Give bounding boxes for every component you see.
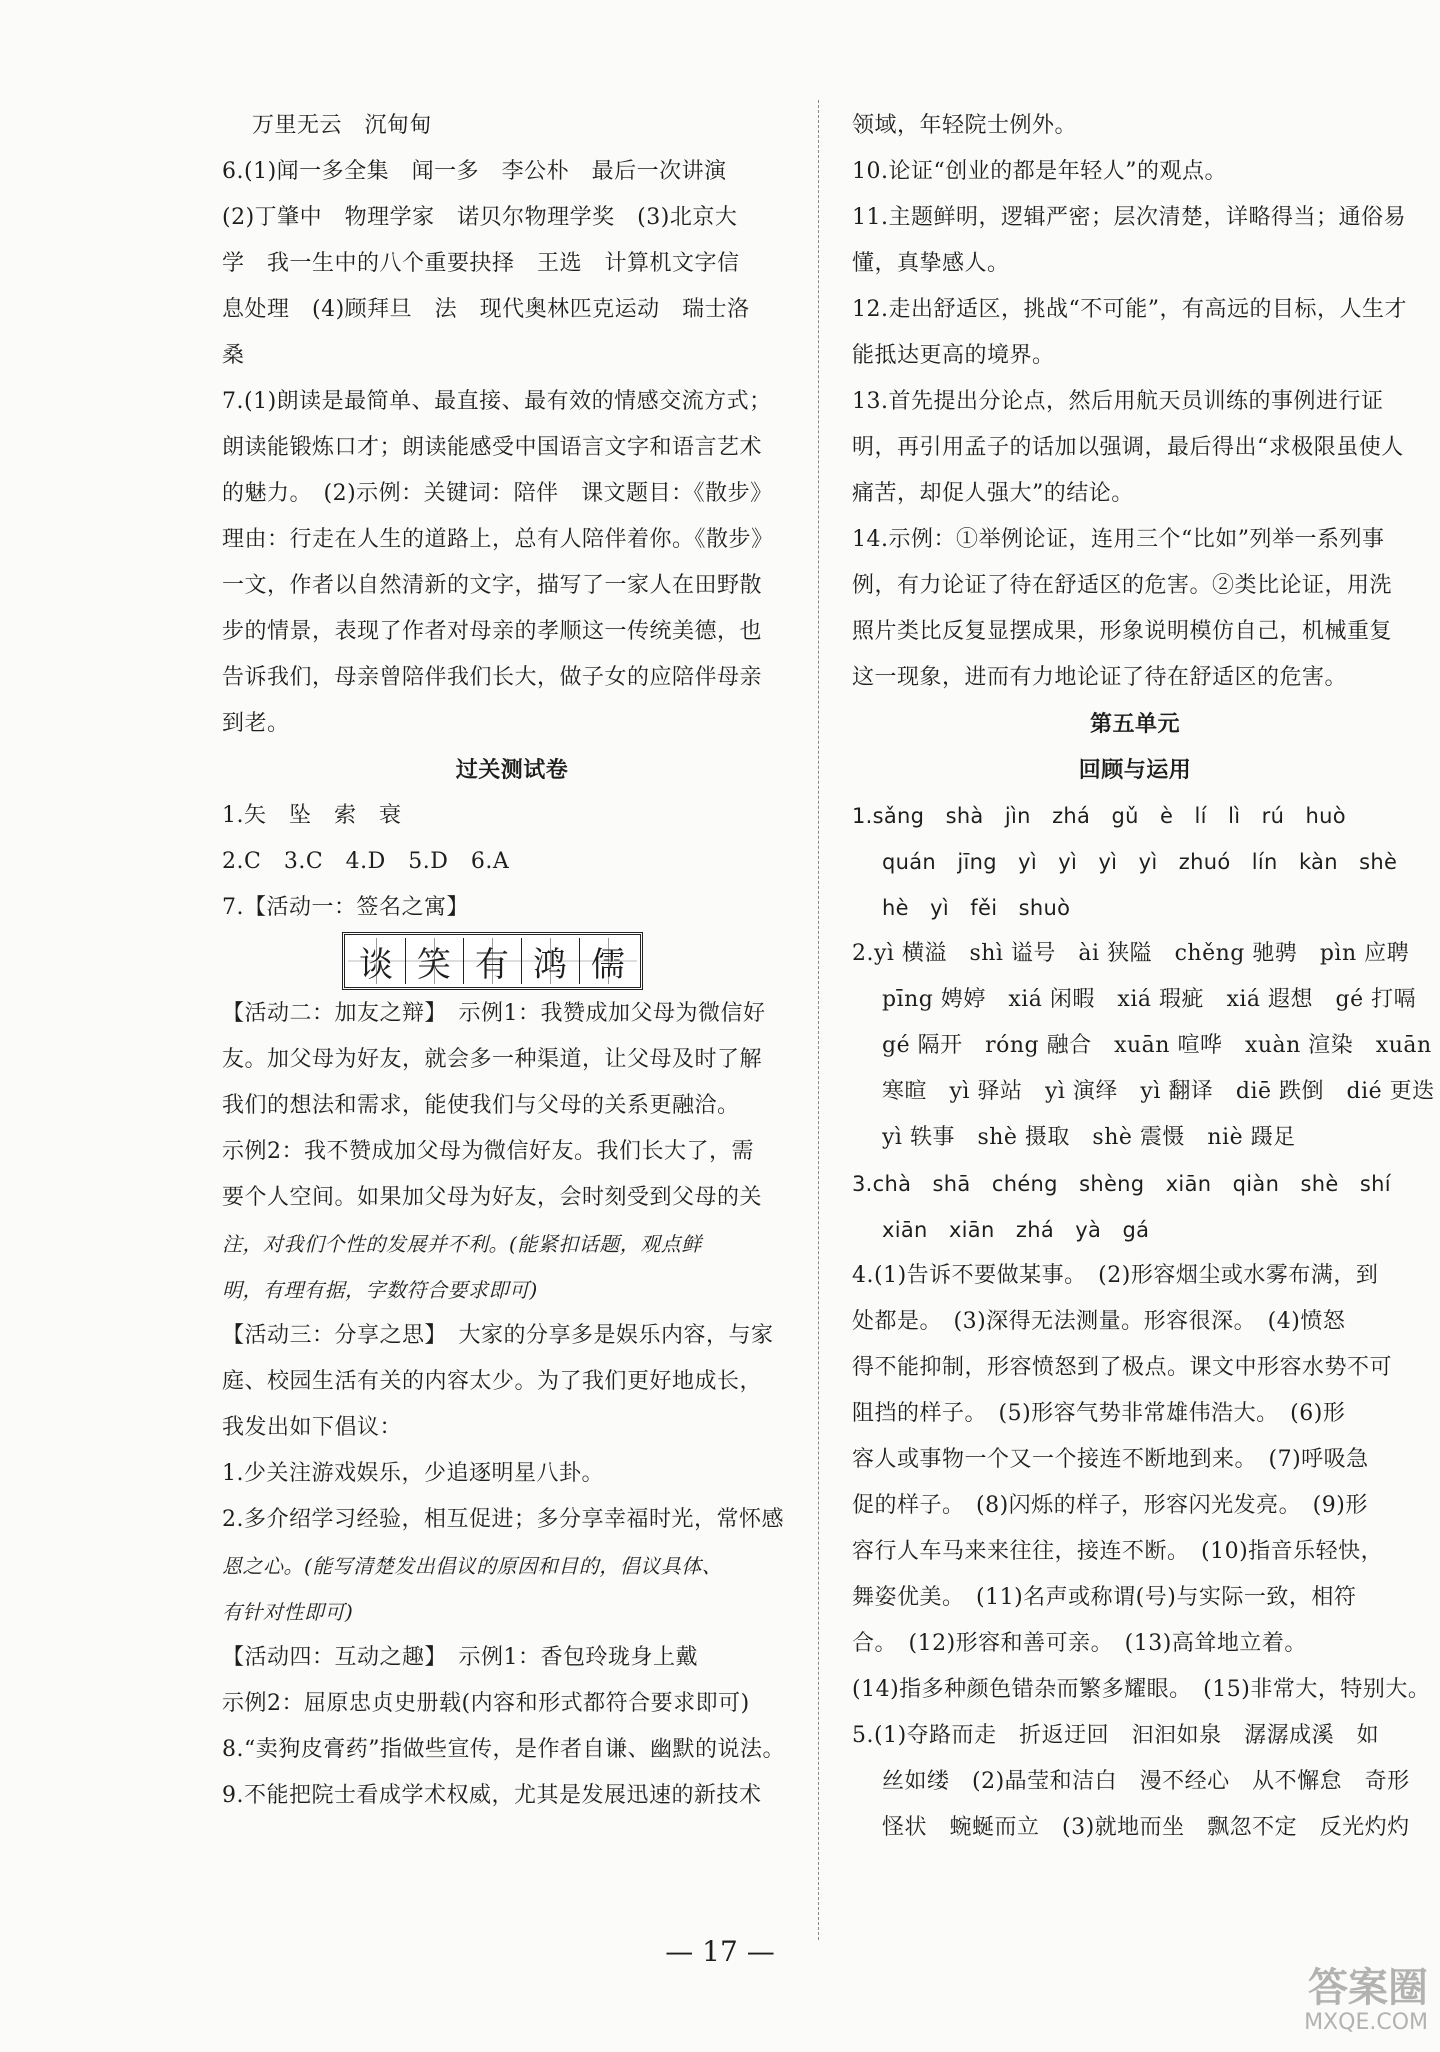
text-line: pīng 娉婷 xiá 闲暇 xiá 瑕疵 xiá 遐想 gé 打嗝	[882, 987, 1417, 1012]
text-line: 舞姿优美。 (11)名声或称谓(号)与实际一致，相符	[852, 1585, 1357, 1610]
text-line: 注，对我们个性的发展并不利。(能紧扣话题，观点鲜	[222, 1232, 702, 1256]
watermark-url: MXQE.COM	[1304, 2010, 1428, 2035]
text-line: 阻挡的样子。 (5)形容气势非常雄伟浩大。 (6)形	[852, 1401, 1346, 1426]
stamp-char: 笑	[406, 938, 464, 984]
text-line: 9.不能把院士看成学术权威，尤其是发展迅速的新技术	[222, 1783, 762, 1808]
text-line: 能抵达更高的境界。	[852, 343, 1055, 368]
signature-stamp-row	[222, 931, 802, 991]
text-line: 友。加父母为好友，就会多一种渠道，让父母及时了解	[222, 1047, 763, 1072]
watermark-logo-text: 答案圈	[1308, 1965, 1428, 2011]
text-line: 2.多介绍学习经验，相互促进；多分享幸福时光，常怀感	[222, 1507, 784, 1532]
text-line: 处都是。 (3)深得无法测量。形容很深。 (4)愤怒	[852, 1309, 1346, 1334]
text-line: 明，有理有据，字数符合要求即可)	[222, 1278, 538, 1302]
text-line: 例，有力论证了待在舒适区的危害。②类比论证，用洗	[852, 573, 1393, 598]
text-line: 合。 (12)形容和善可亲。 (13)高耸地立着。	[852, 1631, 1307, 1656]
text-line: 【活动三：分享之思】 大家的分享多是娱乐内容，与家	[222, 1323, 774, 1348]
text-line: 庭、校园生活有关的内容太少。为了我们更好地成长，	[222, 1369, 763, 1394]
text-line: 的魅力。 (2)示例：关键词：陪伴 课文题目：《散步》	[222, 481, 773, 506]
right-column	[852, 103, 1435, 1851]
text-line: 告诉我们，母亲曾陪伴我们长大，做子女的应陪伴母亲	[222, 665, 763, 690]
text-line: 10.论证“创业的都是年轻人”的观点。	[852, 159, 1227, 184]
text-line: 12.走出舒适区，挑战“不可能”，有高远的目标，人生才	[852, 297, 1407, 322]
text-line: 得不能抑制，形容愤怒到了极点。课文中形容水势不可	[852, 1355, 1393, 1380]
text-line: 容人或事物一个又一个接连不断地到来。 (7)呼吸急	[852, 1447, 1369, 1472]
text-line: 6.(1)闻一多全集 闻一多 李公朴 最后一次讲演	[222, 159, 727, 184]
text-line: 7.【活动一：签名之寓】	[222, 895, 469, 920]
text-line: 理由：行走在人生的道路上，总有人陪伴着你。《散步》	[222, 527, 774, 552]
text-line: 寒暄 yì 驿站 yì 演绎 yì 翻译 diē 跌倒 dié 更迭	[882, 1079, 1435, 1104]
text-line: 13.首先提出分论点，然后用航天员训练的事例进行证	[852, 389, 1384, 414]
text-line: 朗读能锻炼口才；朗读能感受中国语言文字和语言艺术	[222, 435, 763, 460]
site-watermark	[1238, 1966, 1428, 2046]
section-heading: 回顾与运用	[1078, 757, 1192, 783]
text-line: 丝如缕 (2)晶莹和洁白 漫不经心 从不懈怠 奇形	[882, 1769, 1410, 1794]
text-line: 14.示例：①举例论证，连用三个“比如”列举一系列事	[852, 527, 1385, 552]
text-line: 领域，年轻院士例外。	[852, 113, 1078, 138]
column-divider	[818, 100, 819, 1940]
text-line: 学 我一生中的八个重要抉择 王选 计算机文字信	[222, 251, 740, 276]
text-line: 痛苦，却促人强大”的结论。	[852, 481, 1134, 506]
stamp-char: 鸿	[522, 938, 580, 984]
section-heading: 过关测试卷	[455, 757, 569, 783]
text-line: hè yì fěi shuò	[882, 896, 1071, 920]
page-number: — 17 —	[665, 1935, 775, 1968]
text-line: 示例2：我不赞成加父母为微信好友。我们长大了，需	[222, 1139, 754, 1164]
text-line: 【活动二：加友之辩】 示例1：我赞成加父母为微信好	[222, 1001, 766, 1026]
text-line: quán jīng yì yì yì yì zhuó lín kàn shè	[882, 850, 1398, 874]
text-line: 这一现象，进而有力地论证了待在舒适区的危害。	[852, 665, 1348, 690]
text-line: 明，再引用孟子的话加以强调，最后得出“求极限虽使人	[852, 435, 1404, 460]
text-line: 万里无云 沉甸甸	[252, 113, 433, 138]
text-line: yì 轶事 shè 摄取 shè 震慑 niè 蹑足	[882, 1125, 1296, 1150]
text-line: 1.sǎng shà jìn zhá gǔ è lí lì rú huò	[852, 804, 1346, 828]
text-line: 示例2：屈原忠贞史册载(内容和形式都符合要求即可)	[222, 1691, 750, 1716]
text-line: 桑	[222, 343, 245, 368]
text-line: 怪状 蜿蜒而立 (3)就地而坐 飘忽不定 反光灼灼	[882, 1815, 1410, 1840]
text-line: 7.(1)朗读是最简单、最直接、最有效的情感交流方式；	[222, 389, 772, 414]
signature-stamp	[342, 932, 643, 990]
text-line: 到老。	[222, 711, 290, 736]
text-line: 1.少关注游戏娱乐，少追逐明星八卦。	[222, 1461, 604, 1486]
text-line: 息处理 (4)顾拜旦 法 现代奥林匹克运动 瑞士洛	[222, 297, 750, 322]
text-line: (2)丁肇中 物理学家 诺贝尔物理学奖 (3)北京大	[222, 205, 738, 230]
text-line: 8.“卖狗皮膏药”指做些宣传，是作者自谦、幽默的说法。	[222, 1737, 785, 1762]
text-line: 4.(1)告诉不要做某事。 (2)形容烟尘或水雾布满，到	[852, 1263, 1379, 1288]
section-heading: 第五单元	[1089, 711, 1180, 737]
left-column	[222, 103, 802, 1819]
text-line: 有针对性即可)	[222, 1600, 354, 1624]
text-line: 照片类比反复显摆成果，形象说明模仿自己，机械重复	[852, 619, 1393, 644]
text-line: 11.主题鲜明，逻辑严密；层次清楚，详略得当；通俗易	[852, 205, 1406, 230]
text-line: 5.(1)夺路而走 折返迂回 汩汩如泉 潺潺成溪 如	[852, 1723, 1380, 1748]
text-line: 2.yì 横溢 shì 谥号 ài 狭隘 chěng 驰骋 pìn 应聘	[852, 941, 1410, 966]
stamp-char: 有	[464, 938, 522, 984]
text-line: 我们的想法和需求，能使我们与父母的关系更融洽。	[222, 1093, 740, 1118]
text-line: 3.chà shā chéng shèng xiān qiàn shè shí	[852, 1172, 1391, 1196]
stamp-char: 谈	[348, 938, 406, 984]
text-line: 要个人空间。如果加父母为好友，会时刻受到父母的关	[222, 1185, 763, 1210]
text-line: gé 隔开 róng 融合 xuān 喧哗 xuàn 渲染 xuān	[882, 1033, 1432, 1058]
stamp-char: 儒	[580, 938, 637, 984]
text-line: 【活动四：互动之趣】 示例1：香包玲珑身上戴	[222, 1645, 698, 1670]
text-line: 促的样子。 (8)闪烁的样子，形容闪光发亮。 (9)形	[852, 1493, 1368, 1518]
text-line: 2.C 3.C 4.D 5.D 6.A	[222, 849, 510, 874]
text-line: 一文，作者以自然清新的文字，描写了一家人在田野散	[222, 573, 763, 598]
text-line: 我发出如下倡议：	[222, 1415, 403, 1440]
text-line: xiān xiān zhá yà gá	[882, 1218, 1150, 1242]
text-line: 恩之心。(能写清楚发出倡议的原因和目的，倡议具体、	[222, 1554, 723, 1578]
text-line: (14)指多种颜色错杂而繁多耀眼。 (15)非常大，特别大。	[852, 1677, 1431, 1702]
text-line: 容行人车马来来往往，接连不断。 (10)指音乐轻快，	[852, 1539, 1384, 1564]
text-line: 步的情景，表现了作者对母亲的孝顺这一传统美德，也	[222, 619, 763, 644]
text-line: 懂，真挚感人。	[852, 251, 1010, 276]
text-line: 1.矢 坠 索 衰	[222, 803, 402, 828]
